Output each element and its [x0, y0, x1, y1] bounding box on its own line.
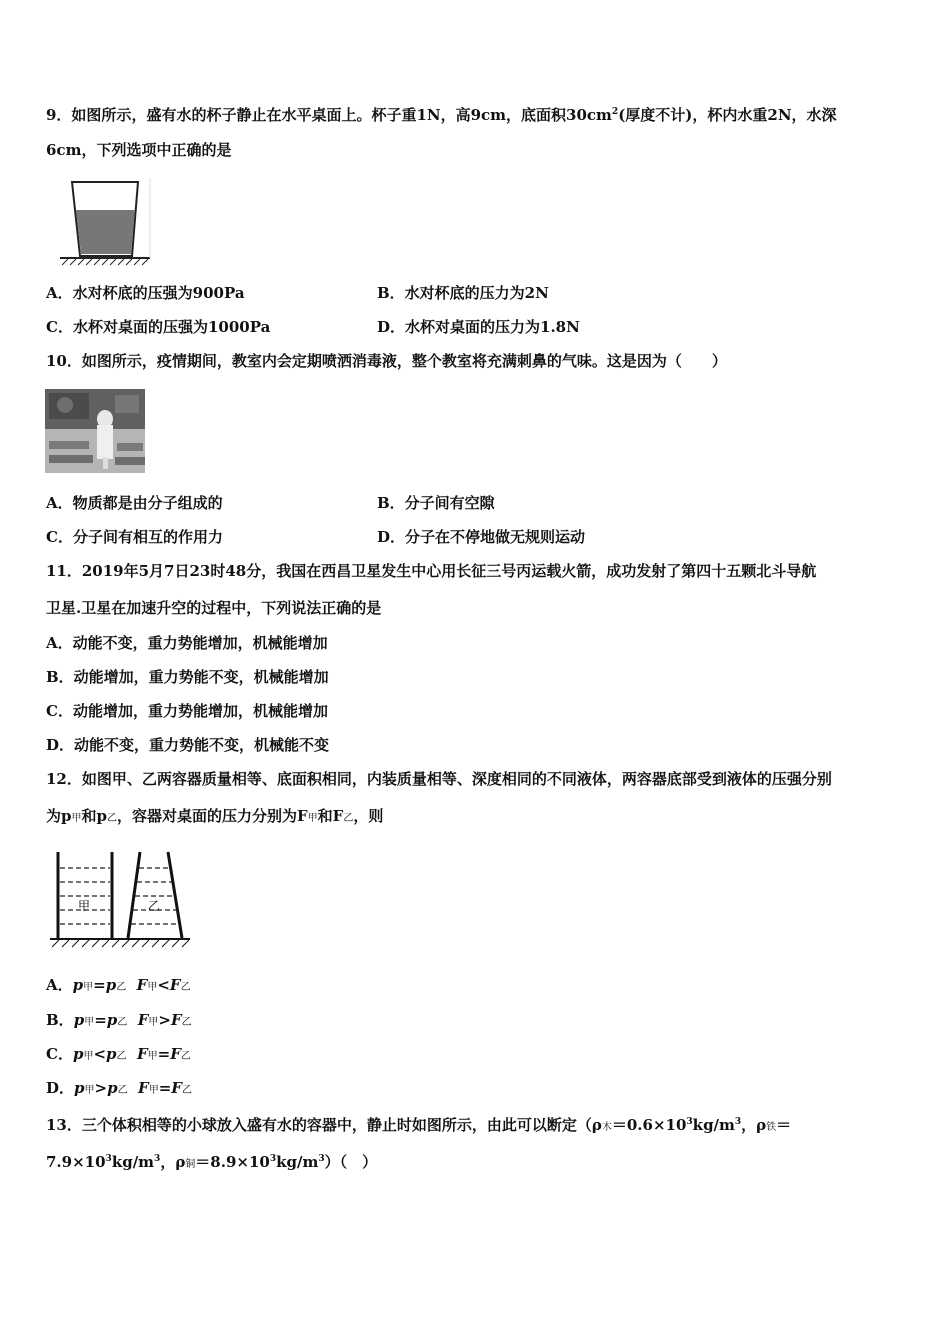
- q10-stem: 10．如图所示，疫情期间，教室内会定期喷洒消毒液，整个教室将充满刺鼻的气味。这是因为（ ）: [46, 352, 727, 370]
- q13-stem-line-1: 13．三个体积相等的小球放入盛有水的容器中，静止时如图所示，由此可以断定（ρ木$=0.6\times 10^3kg/m^3$，ρ铁＝: [46, 1116, 792, 1134]
- q11-option-b[interactable]: B．动能增加，重力势能不变，机械能增加: [46, 668, 329, 686]
- q9-stem-superscript: 2: [611, 107, 619, 117]
- q9-stem-tail: (厚度不计)，杯内水重2N，水深: [618, 106, 837, 124]
- q10-option-c[interactable]: C．分子间有相互的作用力: [46, 528, 223, 546]
- q9-option-a[interactable]: A．水对杯底的压强为900Pa: [46, 284, 245, 302]
- q9-option-c[interactable]: C．水杯对桌面的压强为1000Pa: [46, 318, 271, 336]
- label-yi: 乙: [148, 899, 161, 913]
- water-cup-figure: [58, 176, 158, 268]
- containers-figure: [50, 848, 192, 952]
- q9-stem-text: 9．如图所示，盛有水的杯子静止在水平桌面上。杯子重1N，高9cm，底面积30cm: [46, 106, 612, 124]
- q12-option-a[interactable]: A．p甲=p乙 F甲<F乙: [46, 976, 191, 994]
- classroom-disinfection-photo: [45, 389, 145, 473]
- q9-option-b[interactable]: B．水对杯底的压力为2N: [377, 284, 549, 302]
- q12-option-c[interactable]: C．p甲<p乙 F甲=F乙: [46, 1045, 191, 1063]
- q10-option-a[interactable]: A．物质都是由分子组成的: [46, 494, 223, 512]
- q9-stem-line-2: 6cm，下列选项中正确的是: [46, 141, 232, 159]
- cup-water: [76, 210, 135, 254]
- label-jia: 甲: [78, 899, 91, 913]
- q11-option-a[interactable]: A．动能不变，重力势能增加，机械能增加: [46, 634, 328, 652]
- q12-stem-line-2: 为p甲和p乙，容器对桌面的压力分别为F甲和F乙，则: [46, 807, 384, 825]
- q12-stem-line-1: 12．如图甲、乙两容器质量相等、底面积相同，内装质量相等、深度相同的不同液体，两容器底部受到液体的压强分别: [46, 770, 832, 788]
- q11-option-d[interactable]: D．动能不变，重力势能不变，机械能不变: [46, 736, 330, 754]
- q9-option-d[interactable]: D．水杯对桌面的压力为1.8N: [377, 318, 580, 336]
- q11-option-c[interactable]: C．动能增加，重力势能增加，机械能增加: [46, 702, 328, 720]
- q10-option-d[interactable]: D．分子在不停地做无规则运动: [377, 528, 586, 546]
- q12-option-b[interactable]: B．p甲=p乙 F甲>F乙: [46, 1011, 192, 1029]
- table-hatching: [62, 259, 148, 265]
- q13-stem-line-2: $7.9\times 10^3kg/m^3$，ρ铜$=8.9\times 10^3kg/m^3$）（ ）: [46, 1153, 378, 1171]
- q10-option-b[interactable]: B．分子间有空隙: [377, 494, 495, 512]
- q11-stem-line-2: 卫星.卫星在加速升空的过程中，下列说法正确的是: [46, 599, 382, 617]
- q12-option-d[interactable]: D．p甲>p乙 F甲=F乙: [46, 1079, 192, 1097]
- q9-stem-line-1: [46, 102, 837, 125]
- q11-stem-line-1: 11．2019年5月7日23时48分，我国在西昌卫星发生中心用长征三号丙运载火箭，成功发射了第四十五颗北斗导航: [46, 562, 817, 580]
